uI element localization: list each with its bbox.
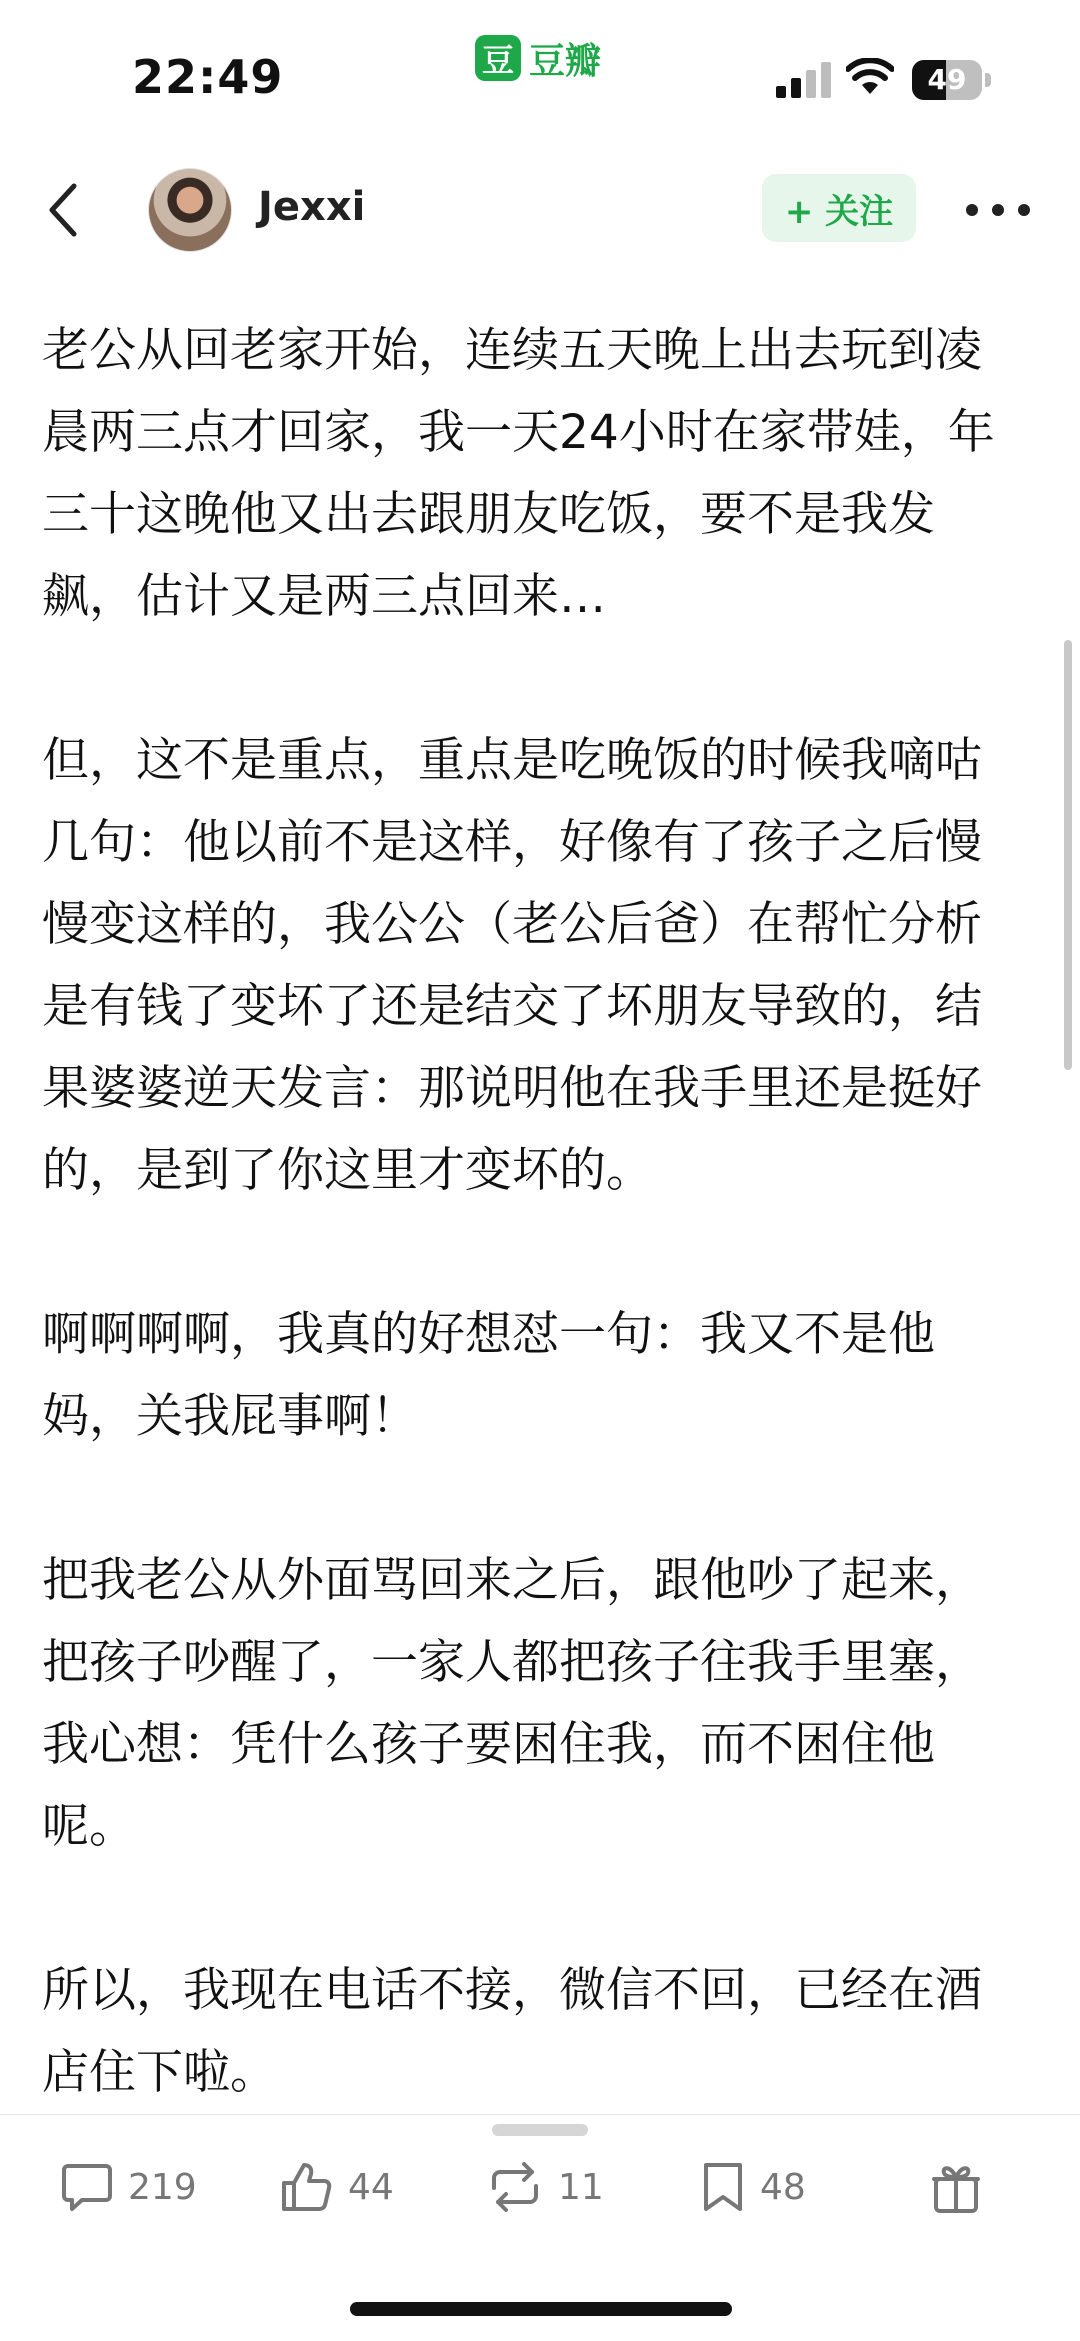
- collect-count: 48: [760, 2166, 806, 2208]
- wifi-icon: [846, 58, 894, 98]
- post-paragraph: 所以，我现在电话不接，微信不回，已经在酒店住下啦。: [42, 1963, 982, 2100]
- avatar[interactable]: [148, 168, 232, 252]
- like-button[interactable]: [278, 2155, 394, 2219]
- app-name: 豆瓣: [529, 40, 602, 82]
- post-paragraph: 老公从回老家开始，连续五天晚上出去玩到凌晨两三点才回家，我一天24小时在家带娃，年三十这晚他又出去跟朋友吃饭，要不是我发飙，估计又是两三点回来…: [42, 323, 995, 624]
- home-indicator[interactable]: [350, 2302, 732, 2316]
- sheet-handle[interactable]: [492, 2124, 588, 2136]
- comment-count: 219: [128, 2166, 197, 2208]
- bookmark-icon: [700, 2159, 746, 2215]
- battery-icon: [912, 60, 992, 100]
- more-dots-icon: [966, 204, 978, 216]
- battery-percent: 49: [927, 63, 967, 96]
- repost-count: 11: [558, 2166, 604, 2208]
- signal-icon: [776, 62, 832, 98]
- post-paragraph: 啊啊啊啊，我真的好想怼一句：我又不是他妈，关我屁事啊！: [42, 1307, 935, 1444]
- repost-button[interactable]: [486, 2155, 604, 2219]
- post-header: [0, 150, 1080, 270]
- comment-icon: [60, 2160, 114, 2214]
- thumbs-up-icon: [278, 2159, 334, 2215]
- post-paragraph: 把我老公从外面骂回来之后，跟他吵了起来，把孩子吵醒了，一家人都把孩子往我手里塞，我心想：凭什么孩子要困住我，而不困住他呢。: [42, 1553, 982, 1854]
- username[interactable]: Jexxi: [258, 184, 366, 230]
- scrollbar[interactable]: [1064, 640, 1072, 1070]
- gift-button[interactable]: [930, 2155, 982, 2219]
- repost-icon: [486, 2160, 544, 2214]
- follow-button[interactable]: + 关注: [762, 174, 916, 242]
- douban-logo-icon: 豆: [475, 35, 521, 81]
- post-paragraph: 但，这不是重点，重点是吃晚饭的时候我嘀咕几句：他以前不是这样，好像有了孩子之后慢慢变这样的，我公公（老公后爸）在帮忙分析是有钱了变坏了还是结交了坏朋友导致的，结果婆婆逆天发言：那说明他在我手里还是挺好的，是到了你这里才变坏的。: [42, 733, 982, 1198]
- status-time: 22:49: [132, 50, 284, 104]
- back-button[interactable]: [36, 178, 96, 242]
- more-options-button[interactable]: [966, 190, 1030, 230]
- post-content: [42, 310, 1018, 2196]
- collect-button[interactable]: [700, 2155, 806, 2219]
- gift-icon: [930, 2159, 982, 2215]
- app-indicator: [475, 32, 601, 84]
- status-bar: [0, 0, 1080, 130]
- comment-button[interactable]: [60, 2155, 197, 2219]
- like-count: 44: [348, 2166, 394, 2208]
